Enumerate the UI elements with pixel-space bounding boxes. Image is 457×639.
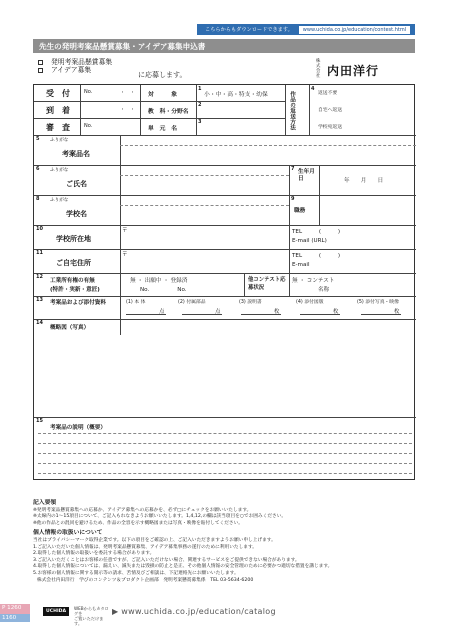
school-email[interactable]: E-mail (URL) [292,238,327,244]
tochaku-label: 到着 [46,106,78,115]
home-addr-label: ご自宅住所 [56,259,91,267]
furigana-6: ふりがな [50,168,69,173]
attach-item-3: (3) 説明書 [239,300,262,305]
num-9: 9 [291,196,295,202]
privacy-line-3: 2.取得した個人情報の取扱いを委託する場合があります。 [33,551,155,557]
uketsuke-label: 受付 [46,89,78,98]
furigana-8: ふりがな [50,198,69,203]
birth-label: 生年月日 [298,169,315,182]
tochaku-date: ・ ・ [120,107,136,113]
privacy-line-6: 5.お客様の個人情報に関する開示等の請求、苦情及びご相談は、下記連絡先にお願いいたします。 [33,570,239,576]
page-title: 先生の発明考案品懸賞募集・アイデア募集申込書 [33,39,415,53]
privacy-line-2: 1.ご記入いただいた個人情報は、発明考案品懸賞募集、アイデア募集事務の遂行のために利用いたします。 [33,544,257,550]
download-notice: こちらからもダウンロードできます。 [205,27,293,33]
privacy-line-1: 当社はプライバシーマーク取得企業です。以下の項目をご確認の上、ご記入いただきますようお願い申し上げます。 [33,537,276,543]
ip-sub: (特許・実新・意匠) [50,287,100,293]
kouanhin-label: 考案品名 [62,150,90,158]
num-3: 3 [198,119,202,125]
num-15: 15 [36,418,43,424]
note-line-2: ※太線内の1〜15項目について、ご記入もれなきようお願いいたします。1,4,12,の欄は該当項目を○でお囲みください。 [33,514,287,520]
taisho-label: 対 象 [148,92,177,98]
privacy-contact: 株式会社内田洋行 学びのコンテンツ＆プロダクト企画部 発明考案懸賞募集係 TEL 03-5634-6200 [37,577,254,583]
attach-item-4: (4) 添付図版 [296,300,324,305]
school-addr-label: 学校所在地 [56,235,91,243]
attach-unit-2: 点 [215,309,221,315]
attach-unit-3: 枚 [274,309,280,315]
uketsuke-date: ・ ・ [120,90,136,96]
num-11: 11 [36,250,43,256]
return-opt-school[interactable]: 学校宛返送 [318,125,342,130]
num-4: 4 [311,86,315,92]
option-invention-label: 発明考案品懸賞募集 [51,58,113,66]
home-tel[interactable]: TEL ( ) [292,253,340,259]
return-opt-none[interactable]: 返送不要 [318,91,338,96]
company-logo [316,59,379,79]
attach-unit-5: 枚 [394,309,400,315]
notes-heading: 記入要領 [33,500,57,506]
num-8: 8 [36,196,40,202]
furigana-5: ふりがな [50,138,69,143]
gakkou-label: 学校名 [66,210,87,218]
download-url[interactable]: www.uchida.co.jp/education/contest.html [299,26,410,34]
other-contest-name[interactable]: 名称 [318,287,330,293]
apply-text: に応募します。 [138,71,187,79]
logo-name: 内田洋行 [327,64,380,78]
kyoka-label: 教 科・分野名 [148,109,189,115]
ip-no[interactable]: No. No. [140,287,187,293]
checkbox-idea[interactable] [38,68,43,73]
school-tel[interactable]: TEL ( ) [292,229,340,235]
taisho-options[interactable]: 小・中・高・特支・幼保 [204,92,268,98]
num-12: 12 [36,274,43,280]
home-email[interactable]: E-mail [292,262,310,268]
num-1: 1 [198,86,202,92]
category-checks [38,58,112,74]
num-7: 7 [291,166,295,172]
checkbox-invention[interactable] [38,60,43,65]
num-14: 14 [36,320,43,326]
home-postal: 〒 [122,252,128,258]
shimei-label: ご氏名 [66,180,87,188]
note-line-3: ※他の作品との混同を避けるため、作品の全容を示す概略図または写真・映像を貼付してください。 [33,520,243,526]
num-2: 2 [198,102,202,108]
shinsa-label: 審査 [46,123,78,132]
shokushu-label: 職務 [294,208,306,214]
application-form [33,84,415,480]
explain-label: 考案品の説明（概要） [50,425,106,431]
catalog-url-link[interactable]: ▶ www.uchida.co.jp/education/catalog [112,607,276,616]
download-notice-bar [197,24,415,35]
birth-ymd[interactable]: 年 月 日 [344,178,384,184]
school-postal: 〒 [122,228,128,234]
footer-note: WEBからもカタログを ご覧いただけます。 [74,606,109,626]
ip-label: 工業所有権の有無 [50,278,95,284]
other-contest-val[interactable]: 無 ・ コンテスト [292,278,335,284]
privacy-line-4: 3.ご記入いただくことはお客様の任意ですが、ご記入いただけない場合、関連するサービスをご提供できない場合があります。 [33,557,300,563]
num-13: 13 [36,297,43,303]
attach-item-1: (1) 本 体 [126,300,146,305]
shinsa-no: No. [84,123,93,129]
logo-kabu: 株式会社 [316,59,321,79]
page-number-1: P 1260 [0,604,30,620]
attach-item-2: (2) 付属部品 [178,300,206,305]
uketsuke-no: No. [84,89,93,95]
note-line-1: ※発明考案品懸賞募集への応募か、アイデア募集への応募かを、必ず□にチェックをお願いいたします。 [33,507,252,513]
return-opt-home[interactable]: 自宅へ返送 [318,108,342,113]
ip-status[interactable]: 無 ・ 出願中 ・ 登録済 [130,278,188,284]
attach-unit-4: 枚 [333,309,339,315]
other-contest-label: 他コンテスト応募状況 [248,277,286,291]
sketch-label: 概略図（写真） [50,325,90,331]
privacy-heading: 個人情報の取扱いについて [33,530,103,537]
notes-section [33,500,423,584]
page-number-2: 1160 [0,614,30,622]
attach-unit-1: 点 [159,309,165,315]
num-5: 5 [36,136,40,142]
num-6: 6 [36,166,40,172]
num-10: 10 [36,226,43,232]
attach-label: 考案品および添付資料 [50,300,106,306]
privacy-line-5: 4.取得した個人情報については、漏えい、滅失または毀損の防止と是正、その他個人情報の安全管理のために必要かつ適切な措置を講じます。 [33,564,333,570]
option-idea-label: アイデア募集 [51,66,92,74]
tangen-label: 単 元 名 [148,126,177,132]
return-method-label: 作品の返送方法 [289,91,295,131]
footer-logo: UCHIDA [43,607,69,616]
attach-item-5: (5) 添付写真・映像 [357,300,399,305]
